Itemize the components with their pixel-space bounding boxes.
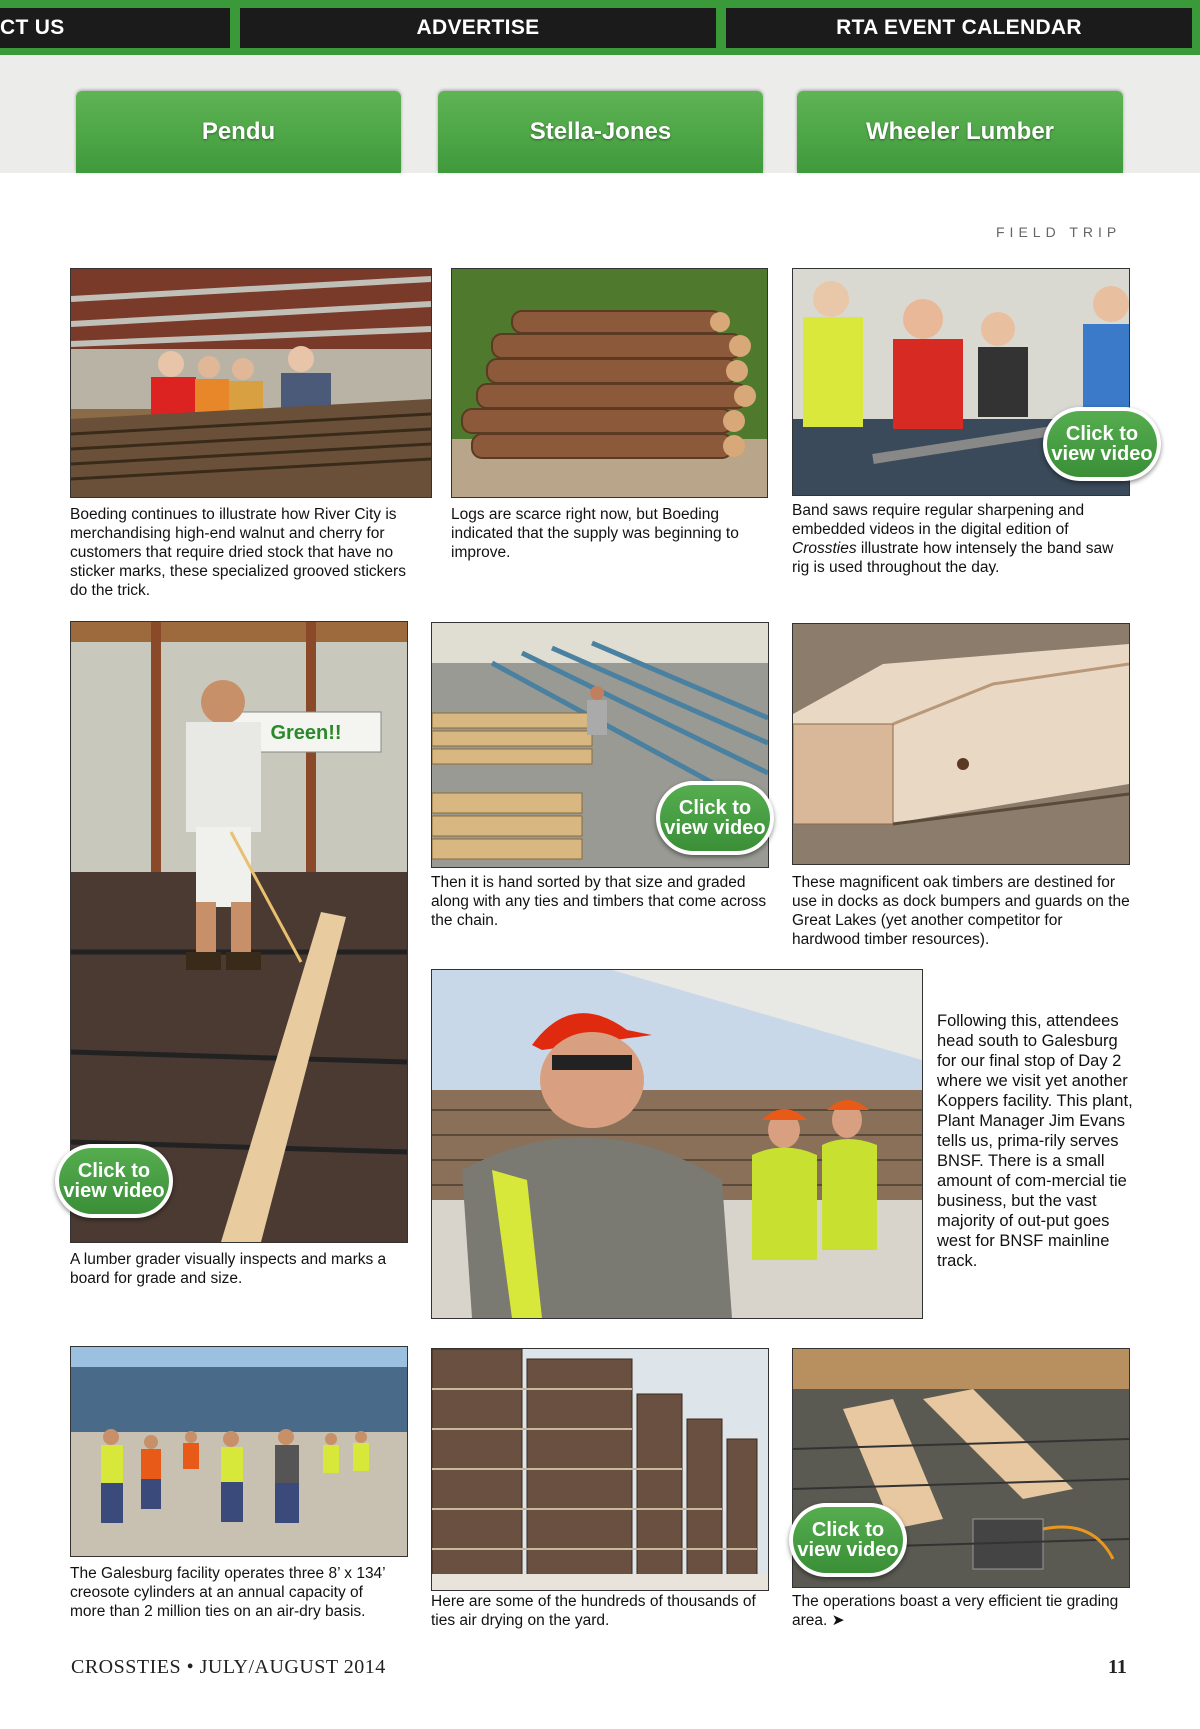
caption-band-saw-text-b: illustrate how intensely the band saw rig is used throughout the day.: [792, 540, 1114, 576]
photo-oak-timbers-image: [793, 624, 1129, 864]
photo-log-pile: [451, 268, 768, 498]
photo-galesburg-walkers: [70, 1346, 408, 1557]
caption-ties-air-drying: Here are some of the hundreds of thousands of ties air drying on the yard.: [431, 1593, 756, 1629]
video-label-line1: Click to: [1065, 423, 1139, 445]
photo-oak-timbers: [792, 623, 1130, 865]
photo-ties-air-drying: [431, 1348, 769, 1591]
photo-galesburg-walkers-image: [71, 1347, 407, 1556]
video-label-line2: view video: [63, 1180, 165, 1202]
caption-tie-grading: The operations boast a very efficient tie grading area. ➤: [792, 1593, 1119, 1629]
video-button-label: [59, 1148, 169, 1214]
caption-grooved-stickers: Boeding continues to illustrate how River City is merchandising high-end walnut and cherry for customers that require dried stock that have no sticker marks, these specialized grooved stickers do the trick.: [70, 506, 406, 599]
video-button-band-saw[interactable]: [1043, 407, 1161, 481]
caption-galesburg-cylinders: The Galesburg facility operates three 8’ x 134’ creosote cylinders at an annual capacity of more than 2 million ties on an air-dry basis.: [70, 1565, 386, 1620]
video-label-line1: Click to: [678, 797, 752, 819]
nav-rta-event-calendar[interactable]: [726, 8, 1192, 48]
caption-band-saw-italic: Crossties: [792, 540, 857, 557]
video-button-label: [1047, 411, 1157, 477]
caption-lumber-grader: A lumber grader visually inspects and marks a board for grade and size.: [70, 1251, 387, 1287]
sponsor-button-stella-jones[interactable]: [438, 91, 763, 173]
video-label-line2: view video: [797, 1539, 899, 1561]
caption-hand-sorting: Then it is hand sorted by that size and graded along with any ties and timbers that come across the chain.: [431, 874, 767, 929]
caption-band-saw-text-a: Band saws require regular sharpening and embedded videos in the digital edition of: [792, 502, 1085, 538]
sponsor-label: Stella-Jones: [529, 118, 672, 145]
sponsor-button-pendu[interactable]: [76, 91, 401, 173]
nav-contact-us[interactable]: [0, 8, 230, 48]
photo-plant-manager: [431, 969, 923, 1319]
caption-log-pile: Logs are scarce right now, but Boeding indicated that the supply was beginning to improve.: [451, 506, 739, 561]
video-button-lumber-grader[interactable]: [55, 1144, 173, 1218]
nav-advertise[interactable]: [240, 8, 716, 48]
video-label-line1: Click to: [811, 1519, 885, 1541]
sponsor-band: [0, 55, 1200, 173]
article-body-text: Following this, attendees head south to Galesburg for our final stop of Day 2 where we visit yet another Koppers facility. This plant, Plant Manager Jim Evans tells us, prima-rily serves BNSF. There is a small amount of com-mercial tie business, but the vast majority of out-put goes west for BNSF mainline track.: [937, 1012, 1133, 1270]
photo-plant-manager-image: [432, 970, 922, 1318]
footer-publication: CROSSTIES • JULY/AUGUST 2014: [71, 1656, 386, 1678]
sponsor-button-wheeler-lumber[interactable]: [797, 91, 1123, 173]
top-nav-bar: [0, 0, 1200, 55]
video-label-line1: Click to: [77, 1160, 151, 1182]
video-button-tie-grading[interactable]: [789, 1503, 907, 1577]
footer-page-number: 11: [1108, 1656, 1127, 1678]
caption-oak-timbers: These magnificent oak timbers are destined for use in docks as dock bumpers and guards on the Great Lakes (yet another competitor for hardwood timber resources).: [792, 874, 1130, 948]
photo-grooved-stickers: [70, 268, 432, 498]
photo-log-pile-image: [452, 269, 767, 497]
video-label-line2: view video: [1051, 443, 1153, 465]
video-button-hand-sorting[interactable]: [656, 781, 774, 855]
photo-grooved-stickers-image: [71, 269, 431, 497]
nav-contact-us-label: CT US: [0, 16, 65, 39]
photo-sign-text: Green!!: [270, 722, 342, 744]
nav-advertise-label: ADVERTISE: [416, 16, 540, 39]
sponsor-label: Pendu: [201, 118, 276, 145]
sponsor-label: Wheeler Lumber: [865, 118, 1055, 145]
video-label-line2: view video: [664, 817, 766, 839]
section-label: FIELD TRIP: [996, 224, 1122, 240]
video-button-label: [793, 1507, 903, 1573]
caption-band-saw: [792, 501, 1132, 577]
photo-ties-air-drying-image: [432, 1349, 768, 1590]
nav-calendar-label: RTA EVENT CALENDAR: [836, 16, 1082, 39]
video-button-label: [660, 785, 770, 851]
